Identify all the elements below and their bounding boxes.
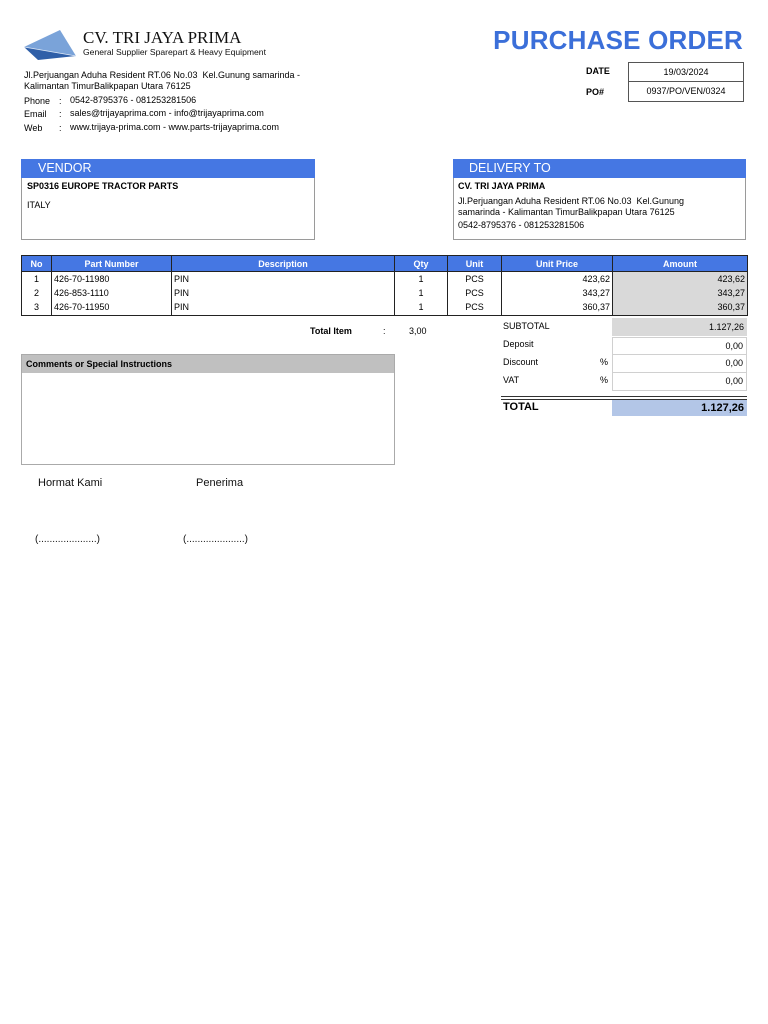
company-logo-icon	[24, 29, 78, 61]
delivery-address-line2: samarinda - Kalimantan TimurBalikpapan Utara 76125	[458, 207, 675, 217]
signature-sender-line: (.....................)	[35, 534, 101, 545]
phone-separator: :	[59, 96, 62, 106]
deposit-value: 0,00	[612, 337, 747, 355]
signature-receiver-label: Penerima	[196, 477, 244, 489]
subtotal-label: SUBTOTAL	[503, 321, 550, 331]
web-value: www.trijaya-prima.com - www.parts-trijayaprima.com	[70, 122, 280, 132]
signature-sender-label: Hormat Kami	[38, 477, 103, 489]
web-separator: :	[59, 123, 62, 133]
column-header-unit: Unit	[448, 256, 502, 272]
column-header-no: No	[22, 256, 52, 272]
vendor-name: SP0316 EUROPE TRACTOR PARTS	[27, 181, 179, 191]
item-qty: 1	[395, 300, 448, 315]
comments-box	[21, 354, 395, 465]
vendor-header: VENDOR	[21, 159, 315, 178]
item-part-number: 426-70-11980	[52, 272, 172, 287]
total-item-separator: :	[383, 326, 386, 336]
item-amount: 360,37	[613, 300, 748, 315]
phone-value: 0542-8795376 - 081253281506	[70, 95, 197, 105]
table-row	[22, 272, 748, 287]
po-label: PO#	[586, 87, 605, 97]
items-table	[21, 255, 748, 316]
po-number-value: 0937/PO/VEN/0324	[628, 82, 744, 102]
web-label: Web	[24, 123, 43, 133]
item-qty: 1	[395, 286, 448, 300]
company-name: CV. TRI JAYA PRIMA	[83, 28, 242, 47]
discount-value: 0,00	[612, 355, 747, 373]
column-header-qty: Qty	[395, 256, 448, 272]
item-description: PIN	[172, 272, 395, 287]
email-label: Email	[24, 109, 47, 119]
item-unit-price: 343,27	[502, 286, 613, 300]
table-row	[22, 286, 748, 300]
table-row	[22, 300, 748, 315]
discount-percent-sign: %	[600, 357, 609, 367]
column-header-unit-price: Unit Price	[502, 256, 613, 272]
total-value: 1.127,26	[612, 400, 747, 416]
item-unit: PCS	[448, 272, 502, 287]
item-no: 3	[22, 300, 52, 315]
item-description: PIN	[172, 286, 395, 300]
email-value: sales@trijayaprima.com - info@trijayaprima.com	[70, 108, 264, 118]
item-unit-price: 423,62	[502, 272, 613, 287]
date-value: 19/03/2024	[628, 62, 744, 82]
comments-header: Comments or Special Instructions	[22, 355, 394, 373]
item-amount: 343,27	[613, 286, 748, 300]
total-item-value: 3,00	[409, 326, 427, 336]
date-label: DATE	[586, 66, 610, 76]
item-amount: 423,62	[613, 272, 748, 287]
signature-receiver-line: (.....................)	[183, 534, 249, 545]
delivery-address-line1: Jl.Perjuangan Aduha Resident RT.06 No.03 Kel.Gunung	[458, 196, 684, 206]
item-no: 1	[22, 272, 52, 287]
item-qty: 1	[395, 272, 448, 287]
company-address-line2: Kalimantan TimurBalikpapan Utara 76125	[24, 81, 191, 91]
vat-value: 0,00	[612, 373, 747, 391]
delivery-name: CV. TRI JAYA PRIMA	[458, 181, 546, 191]
column-header-amount: Amount	[613, 256, 748, 272]
item-unit: PCS	[448, 300, 502, 315]
vendor-country: ITALY	[27, 200, 51, 210]
email-separator: :	[59, 109, 62, 119]
item-description: PIN	[172, 300, 395, 315]
total-item-label: Total Item	[310, 326, 352, 336]
item-part-number: 426-853-1110	[52, 286, 172, 300]
item-unit-price: 360,37	[502, 300, 613, 315]
table-header-row	[22, 256, 748, 272]
company-address-line1: Jl.Perjuangan Aduha Resident RT.06 No.03 Kel.Gunung samarinda -	[24, 70, 301, 80]
deposit-label: Deposit	[503, 339, 534, 349]
subtotal-value: 1.127,26	[612, 318, 747, 336]
item-part-number: 426-70-11950	[52, 300, 172, 315]
column-header-part-number: Part Number	[52, 256, 172, 272]
total-label: TOTAL	[503, 401, 539, 413]
column-header-description: Description	[172, 256, 395, 272]
item-no: 2	[22, 286, 52, 300]
discount-label: Discount	[503, 357, 539, 367]
delivery-phone: 0542-8795376 - 081253281506	[458, 220, 585, 230]
document-title: PURCHASE ORDER	[493, 25, 743, 55]
company-tagline: General Supplier Sparepart & Heavy Equipment	[83, 47, 266, 57]
phone-label: Phone	[24, 96, 51, 106]
vat-percent-sign: %	[600, 375, 609, 385]
vat-label: VAT	[503, 375, 520, 385]
delivery-header: DELIVERY TO	[453, 159, 746, 178]
item-unit: PCS	[448, 286, 502, 300]
